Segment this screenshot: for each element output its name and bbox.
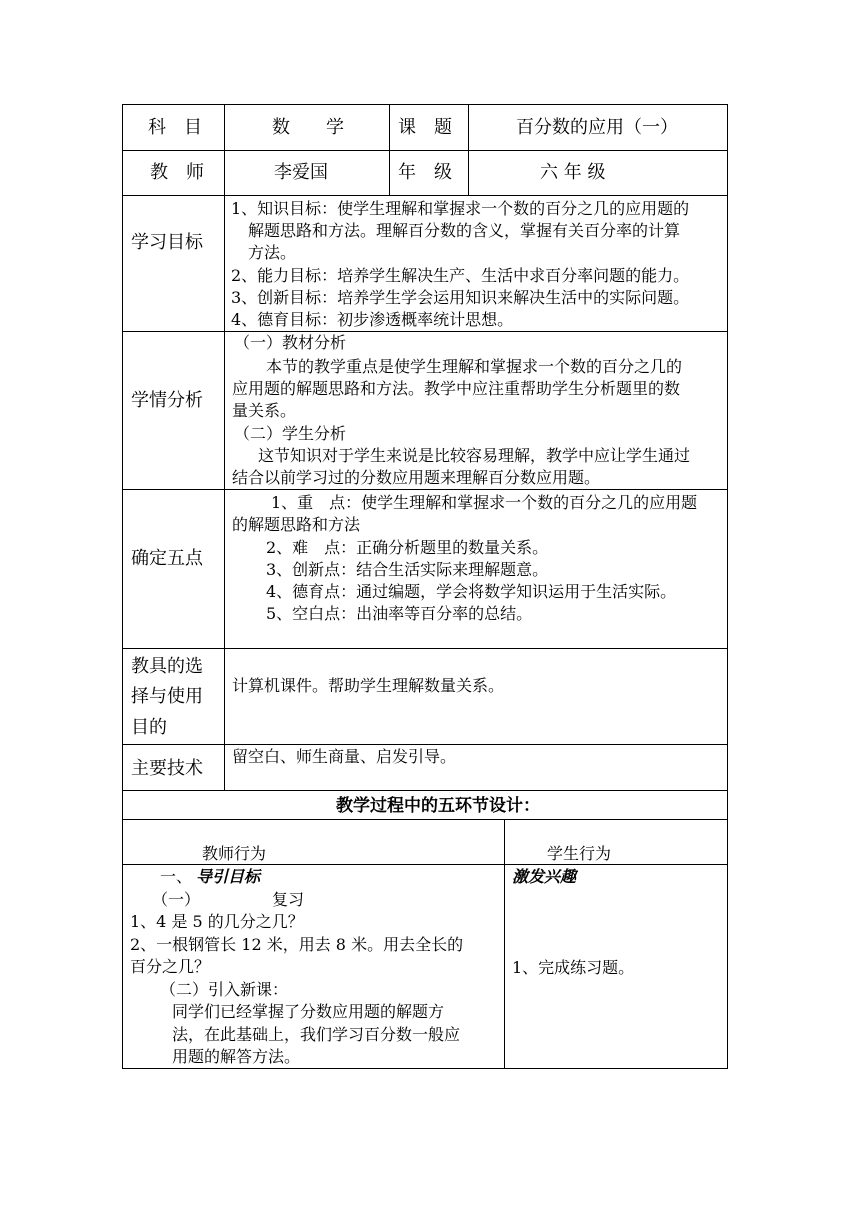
grade-value: 六 年 级: [540, 162, 606, 183]
analysis-line: （二）学生分析: [234, 424, 347, 443]
five-points-line: 3、创新点：结合生活实际来理解题意。: [266, 560, 549, 579]
analysis-line: 应用题的解题思路和方法。教学中应注重帮助学生分析题里的数: [232, 379, 681, 398]
teacher-line: 法，在此基础上，我们学习百分数一般应: [172, 1025, 461, 1044]
teacher-line: 1、4 是 5 的几分之几？: [130, 912, 304, 931]
five-points-line: 1、重 点：使学生理解和掌握求一个数的百分之几的应用题: [271, 493, 698, 512]
row-divider: [122, 331, 728, 332]
column-divider: [389, 104, 390, 196]
teacher-line: （二）引入新课：: [160, 980, 289, 999]
objective-line: 方法。: [248, 243, 297, 262]
subject-label: 科 目: [148, 117, 202, 138]
tools-content: 计算机课件。帮助学生理解数量关系。: [232, 676, 505, 695]
analysis-line: 本节的教学重点是使学生理解和掌握求一个数的百分之几的: [266, 357, 683, 376]
sub-prefix: （一）: [152, 890, 201, 909]
tools-label-line: 教具的选: [131, 656, 203, 677]
topic-label: 课 题: [398, 117, 452, 138]
teacher-label: 教 师: [150, 162, 204, 183]
five-points-line: 的解题思路和方法: [232, 515, 361, 534]
row-divider: [122, 819, 728, 820]
row-divider: [122, 790, 728, 791]
five-points-line: 5、空白点：出油率等百分率的总结。: [266, 604, 533, 623]
row-divider: [122, 150, 728, 151]
row-divider: [122, 744, 728, 745]
section-prefix: 一、: [160, 867, 193, 886]
analysis-line: 结合以前学习过的分数应用题来理解百分数应用题。: [232, 468, 601, 487]
five-points-line: 4、德育点：通过编题，学会将数学知识运用于生活实际。: [266, 582, 677, 601]
analysis-line: 量关系。: [232, 401, 297, 420]
teacher-value: 李爱国: [274, 162, 328, 183]
objectives-label: 学习目标: [131, 232, 203, 253]
analysis-label: 学情分析: [131, 390, 203, 411]
objective-line: 4、德育目标：初步渗透概率统计思想。: [231, 310, 514, 329]
topic-value: 百分数的应用（一）: [516, 117, 678, 138]
sub-title: 复习: [272, 890, 305, 909]
subject-value: 数 学: [272, 117, 344, 138]
objective-line: 2、能力目标：培养学生解决生产、生活中求百分率问题的能力。: [231, 266, 690, 285]
five-points-label: 确定五点: [131, 548, 203, 569]
objective-line: 3、创新目标：培养学生学会运用知识来解决生活中的实际问题。: [231, 288, 690, 307]
objective-line: 解题思路和方法。理解百分数的含义，掌握有关百分率的计算: [248, 221, 681, 240]
row-divider: [122, 195, 728, 196]
technique-content: 留空白、师生商量、启发引导。: [232, 747, 457, 766]
table-border-bottom: [122, 1068, 728, 1069]
teacher-line: 同学们已经掌握了分数应用题的解题方: [172, 1002, 445, 1021]
teacher-line: 百分之几？: [130, 957, 211, 976]
objective-line: 1、知识目标：使学生理解和掌握求一个数的百分之几的应用题的: [231, 199, 690, 218]
process-title: 教学过程中的五环节设计：: [336, 796, 540, 816]
analysis-line: 这节知识对于学生来说是比较容易理解，教学中应让学生通过: [258, 446, 691, 465]
row-divider: [122, 648, 728, 649]
table-border-top: [122, 104, 728, 105]
student-behavior-header: 学生行为: [547, 844, 612, 863]
column-divider: [468, 104, 469, 196]
tools-label-line: 择与使用: [131, 686, 203, 707]
table-border-right: [727, 104, 728, 1069]
five-points-line: 2、难 点：正确分析题里的数量关系。: [266, 538, 549, 557]
student-section-title: 激发兴趣: [512, 867, 577, 886]
teacher-behavior-header: 教师行为: [202, 844, 267, 863]
row-divider: [122, 489, 728, 490]
teacher-line: 2、一根钢管长 12 米，用去 8 米。用去全长的: [130, 935, 464, 954]
column-divider: [224, 104, 225, 791]
column-divider: [504, 819, 505, 1069]
table-border-left: [122, 104, 123, 1069]
section-title: 导引目标: [196, 867, 261, 886]
tools-label-line: 目的: [131, 717, 167, 738]
grade-label: 年 级: [398, 162, 452, 183]
teacher-line: 用题的解答方法。: [172, 1047, 301, 1066]
student-line: 1、完成练习题。: [512, 958, 635, 977]
analysis-line: （一）教材分析: [234, 333, 347, 352]
technique-label: 主要技术: [131, 758, 203, 779]
